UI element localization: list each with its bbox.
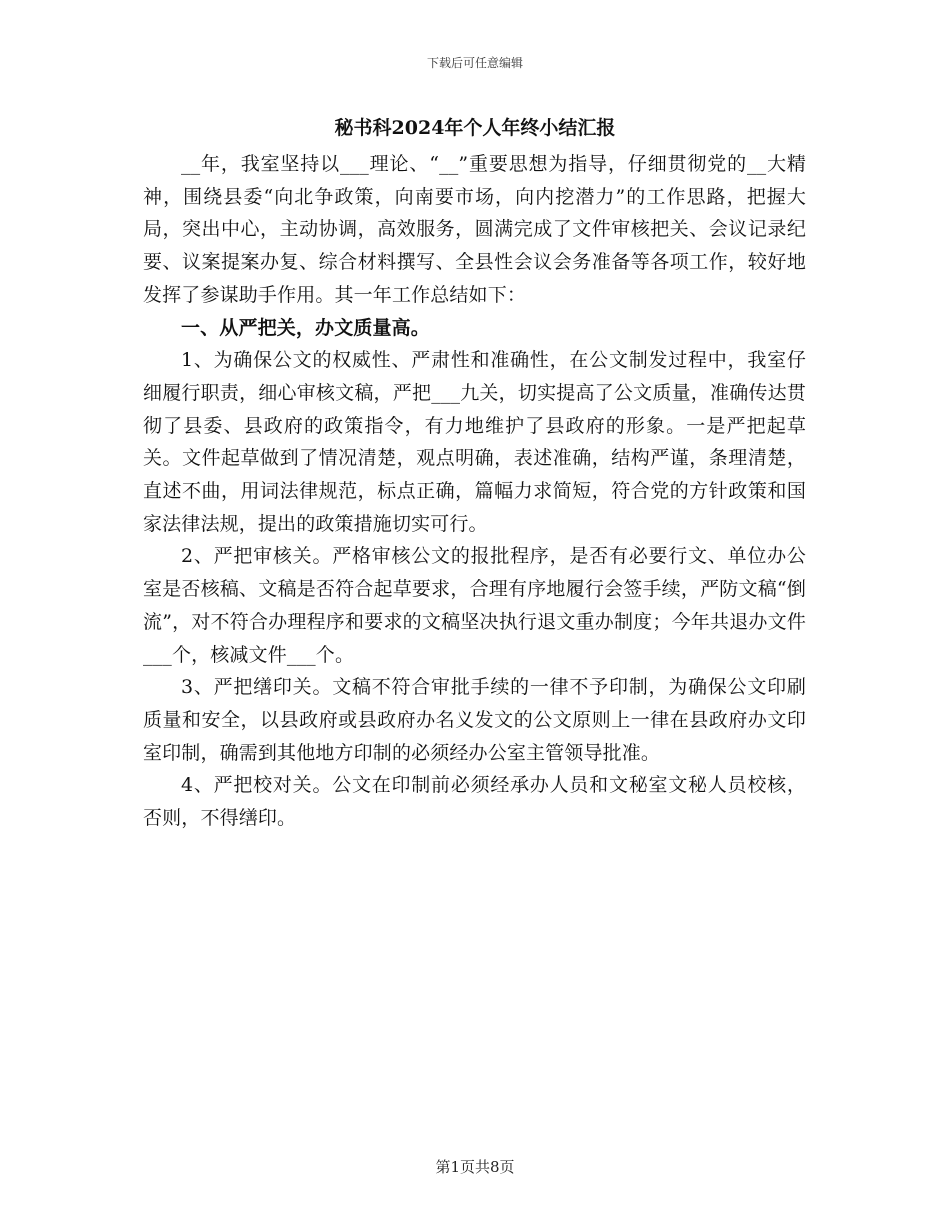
document-title: 秘书科2024年个人年终小结汇报 xyxy=(334,117,616,139)
section-heading: 一、从严把关，办文质量高。 xyxy=(181,316,430,339)
body-paragraph: 4、严把校对关。公文在印制前必须经承办人员和文秘室文秘人员校核，否则，不得缮印。 xyxy=(143,774,806,830)
page-number: 第1页共8页 xyxy=(435,1158,515,1176)
body-paragraph: 2、严把审核关。严格审核公文的报批程序，是否有必要行文、单位办公室是否核稿、文稿是否符合起草要求，合理有序地履行会签手续，严防文稿“倒流”，对不符合办理程序和要求的文稿坚决执行退文重办制度；今年共退办文件___个，核减文件___个。 xyxy=(143,545,806,666)
body-paragraph: 3、严把缮印关。文稿不符合审批手续的一律不予印制，为确保公文印刷质量和安全，以县政府或县政府办名义发文的公文原则上一律在县政府办文印室印制，确需到其他地方印制的必须经办公室主管领导批准。 xyxy=(143,676,806,764)
header-note: 下载后可任意编辑 xyxy=(426,56,523,70)
body-paragraph: 1、为确保公文的权威性、严肃性和准确性，在公文制发过程中，我室仔细履行职责，细心审核文稿，严把___九关，切实提高了公文质量，准确传达贯彻了县委、县政府的政策指令，有力地维护了县政府的形象。一是严把起草关。文件起草做到了情况清楚，观点明确，表述准确，结构严谨，条理清楚，直述不曲，用词法律规范，标点正确，篇幅力求简短，符合党的方针政策和国家法律法规，提出的政策措施切实可行。 xyxy=(143,349,806,535)
intro-paragraph: __年，我室坚持以___理论、“__”重要思想为指导，仔细贯彻党的__大精神，围绕县委“向北争政策，向南要市场，向内挖潜力”的工作思路，把握大局，突出中心，主动协调，高效服务，圆满完成了文件审核把关、会议记录纪要、议案提案办复、综合材料撰写、全县性会议会务准备等各项工作，较好地发挥了参谋助手作用。其一年工作总结如下： xyxy=(143,153,806,306)
document-body xyxy=(143,148,806,835)
